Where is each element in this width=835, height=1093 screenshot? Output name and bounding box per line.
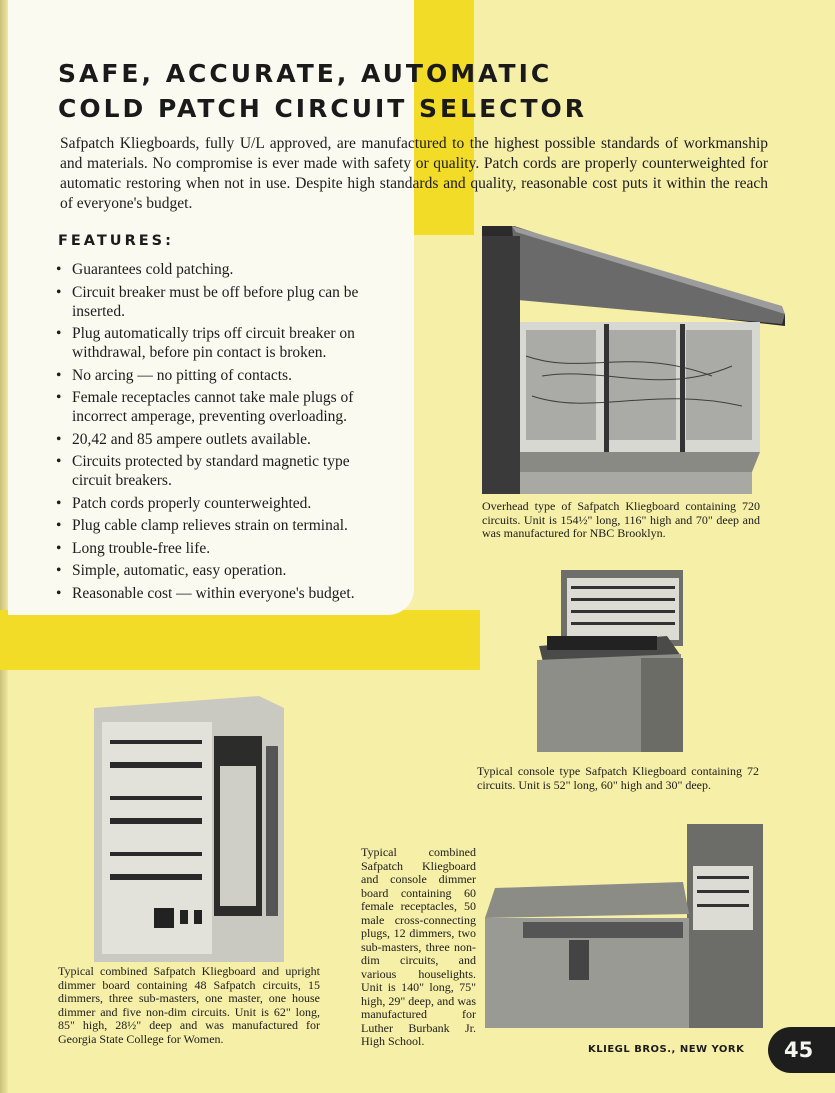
feature-item: • Plug automatically trips off circuit breaker on withdrawal, before pin contact is broken. bbox=[56, 324, 391, 362]
overhead-caption: Overhead type of Safpatch Kliegboard containing 720 circuits. Unit is 154½" long, 116" high and 70" deep and was manufactured for NBC Brooklyn. bbox=[482, 499, 760, 540]
intro-paragraph: Safpatch Kliegboards, fully U/L approved, are manufactured to the highest possible standards of workmanship and materials. No compromise is ever made with safety or quality. Patch cords are properly counterweighted for automatic restoring when not in use. Despite high standards and quality, reasonable cost puts it within the reach of everyone's budget. bbox=[60, 135, 768, 212]
feature-item: • No arcing — no pitting of contacts. bbox=[56, 366, 391, 385]
feature-item: • Patch cords properly counterweighted. bbox=[56, 494, 391, 513]
feature-item: • Female receptacles cannot take male plugs of incorrect amperage, preventing overloading. bbox=[56, 388, 391, 426]
feature-item: • Circuits protected by standard magnetic type circuit breakers. bbox=[56, 452, 391, 490]
feature-item: • Reasonable cost — within everyone's budget. bbox=[56, 584, 391, 603]
combined-console-caption: Typical combined Safpatch Kliegboard and console dimmer board containing 60 female receptacles, 50 male cross-connecting plugs, 12 dimmers, two sub-masters, three non-dim circuits, and various houselights. Unit is 140" long, 75" high, 29" deep, and was manufactured for Luther Burbank Jr. High School. bbox=[361, 845, 476, 1048]
upright-caption: Typical combined Safpatch Kliegboard and upright dimmer board containing 48 Safpatch circuits, 15 dimmers, three sub-masters, one master, one house dimmer and five non-dim circuits. Unit is 62" long, 85" high, 28½" deep and was manufactured for Georgia State College for Women. bbox=[58, 964, 320, 1046]
footer-brand: KLIEGL BROS., NEW YORK bbox=[588, 1044, 745, 1055]
headline-line-1: SAFE, ACCURATE, AUTOMATIC bbox=[58, 59, 553, 88]
feature-item: • Plug cable clamp relieves strain on terminal. bbox=[56, 516, 391, 535]
console-caption: Typical console type Safpatch Kliegboard containing 72 circuits. Unit is 52" long, 60" high and 30" deep. bbox=[477, 764, 759, 792]
page-number: 45 bbox=[768, 1027, 835, 1073]
overhead-kliegboard-photo bbox=[482, 226, 785, 494]
feature-item: • Circuit breaker must be off before plug can be inserted. bbox=[56, 283, 391, 321]
headline-line-2: COLD PATCH CIRCUIT SELECTOR bbox=[58, 94, 588, 123]
feature-item: • Long trouble-free life. bbox=[56, 539, 391, 558]
combined-console-photo bbox=[483, 822, 765, 1028]
feature-item: • Guarantees cold patching. bbox=[56, 260, 391, 279]
binding-edge bbox=[0, 0, 8, 1093]
features-heading: FEATURES: bbox=[58, 233, 174, 249]
feature-item: • Simple, automatic, easy operation. bbox=[56, 561, 391, 580]
page-headline bbox=[58, 56, 758, 126]
yellow-accent-band-horizontal bbox=[0, 610, 480, 670]
console-kliegboard-photo bbox=[537, 568, 685, 752]
feature-item: • 20,42 and 85 ampere outlets available. bbox=[56, 430, 391, 449]
features-list bbox=[56, 260, 391, 606]
upright-dimmer-board-photo bbox=[94, 696, 284, 962]
